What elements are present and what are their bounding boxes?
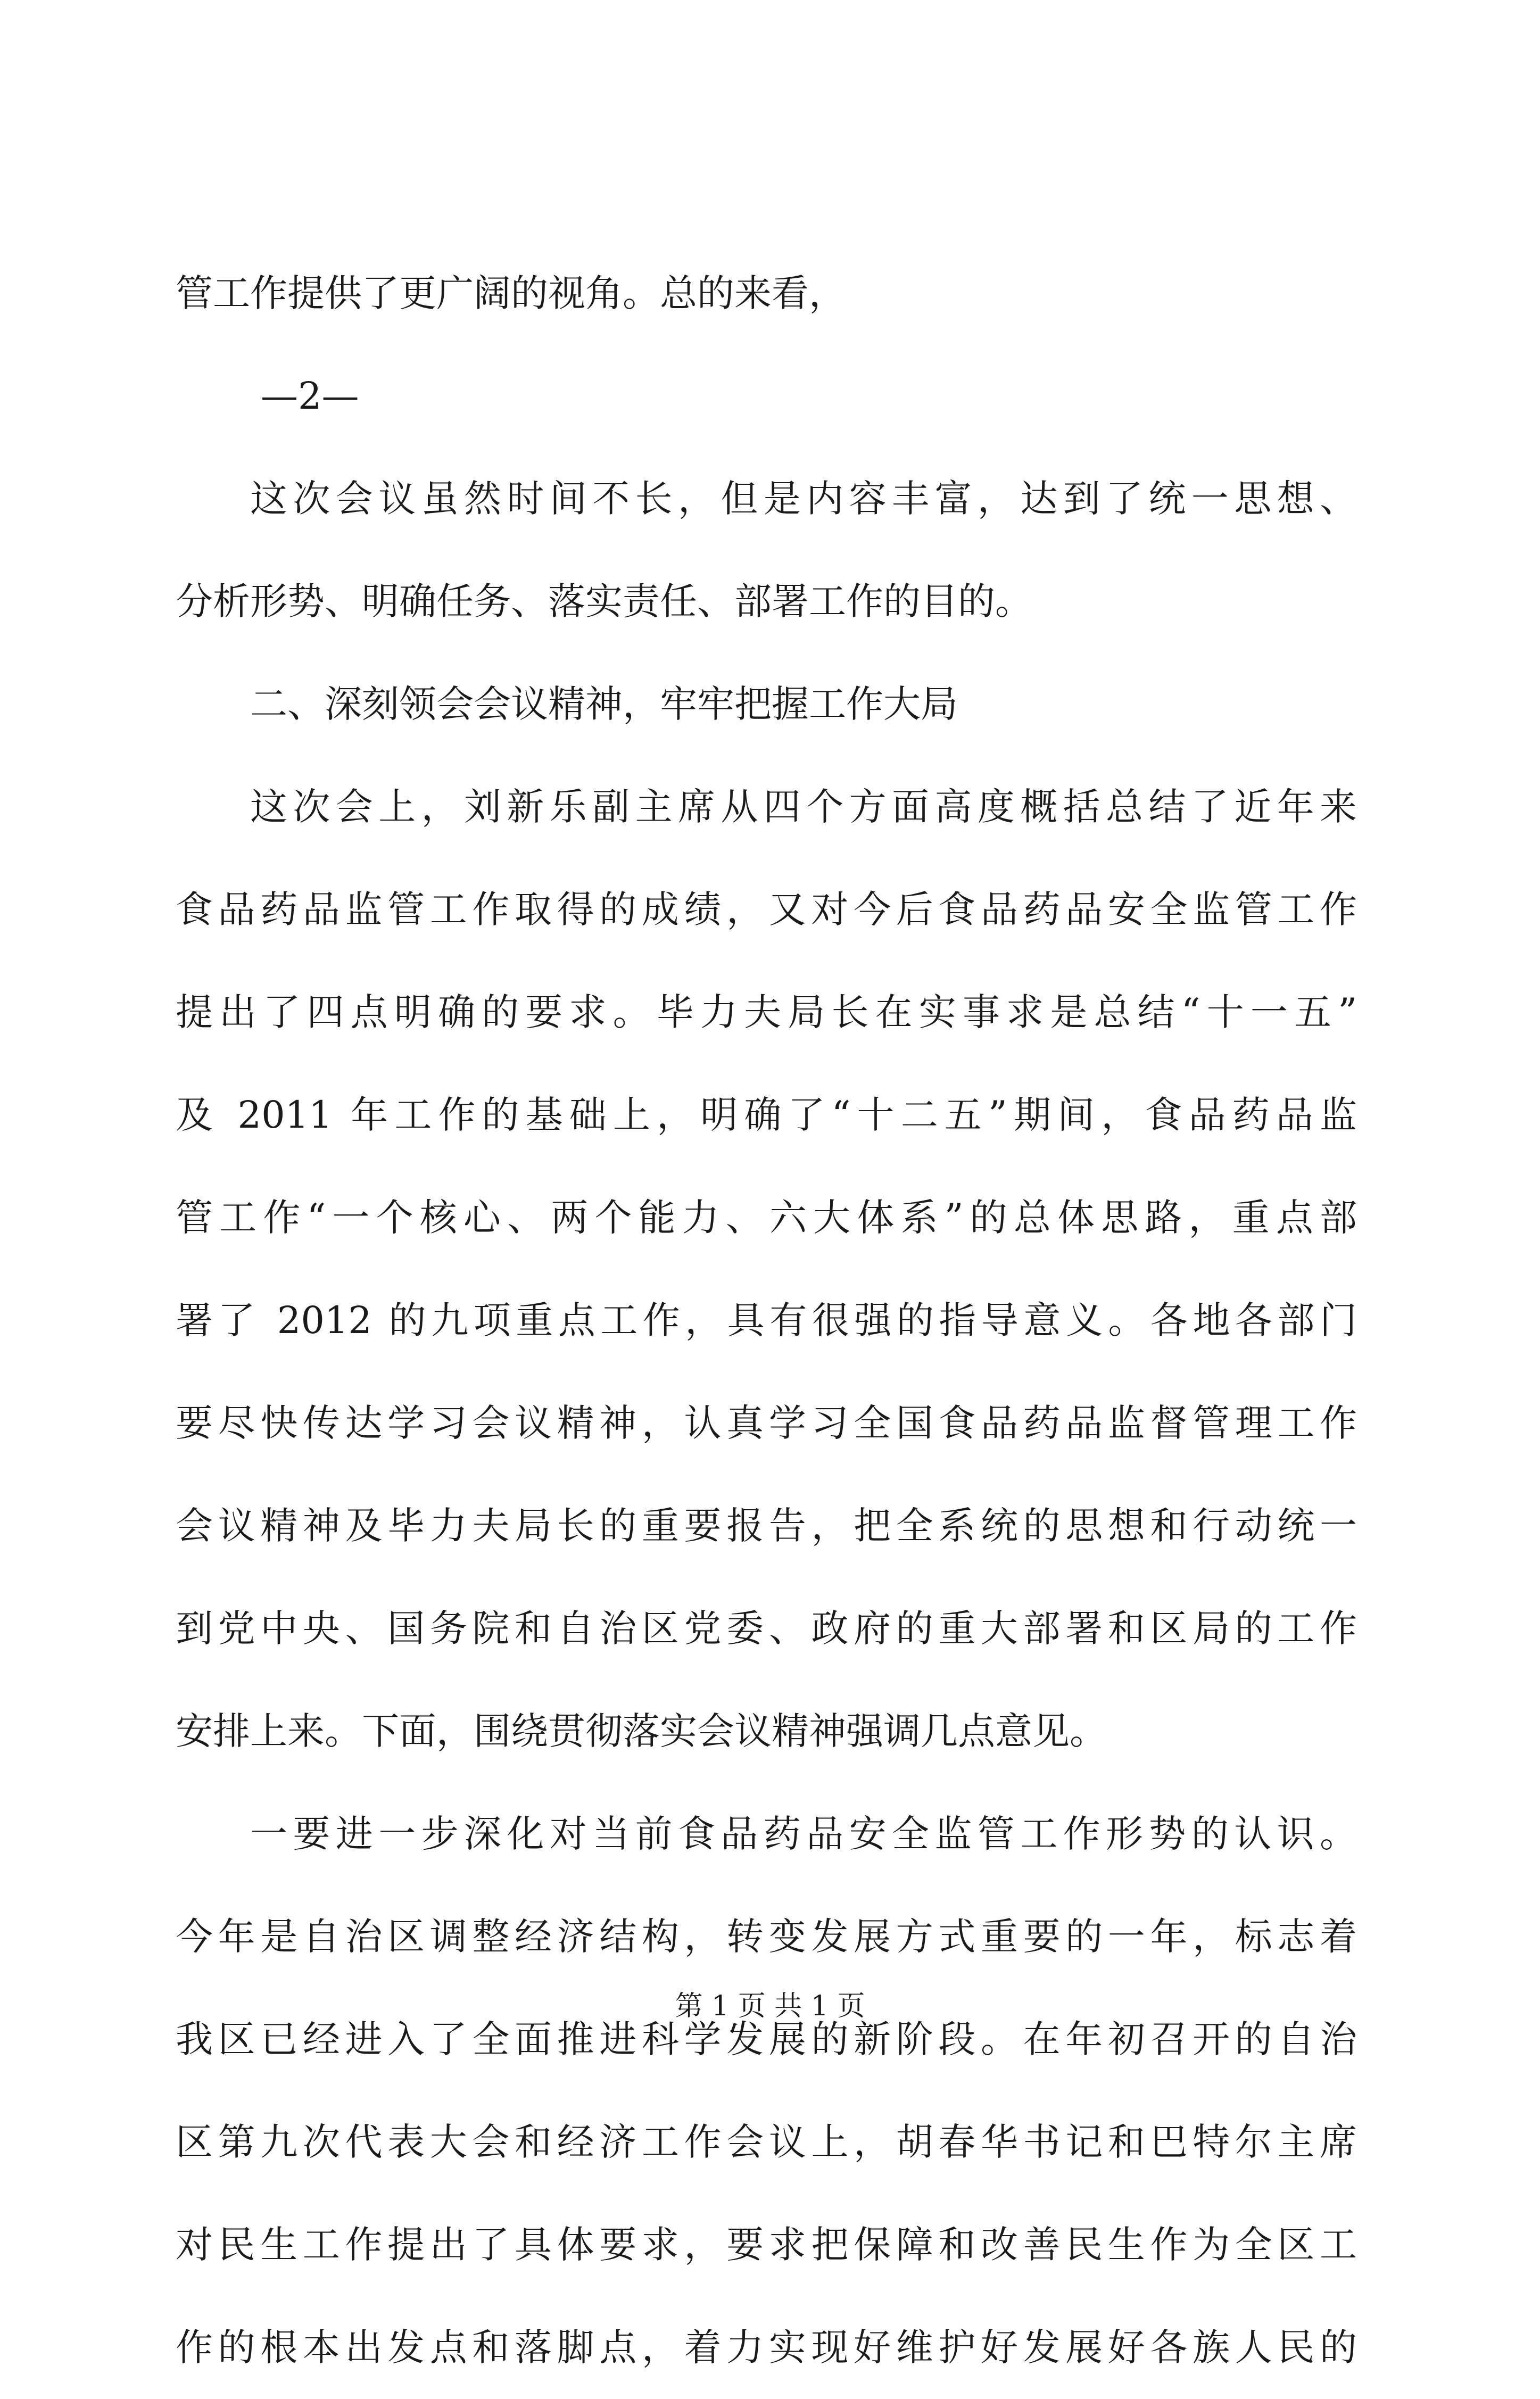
text-line: 对民生工作提出了具体要求，要求把保障和改善民生作为全区工 <box>176 2223 1357 2266</box>
text-line: 今年是自治区调整经济结构，转变发展方式重要的一年，标志着 <box>176 1915 1357 1958</box>
text-line: 要尽快传达学习会议精神，认真学习全国食品药品监督管理工作 <box>176 1401 1357 1445</box>
text-line: 到党中央、国务院和自治区党委、政府的重大部署和区局的工作 <box>176 1607 1357 1650</box>
page-number-marker: —2— <box>261 374 359 418</box>
text-line: 及 2011 年工作的基础上，明确了“十二五”期间，食品药品监 <box>176 1093 1357 1137</box>
text-line: 会议精神及毕力夫局长的重要报告，把全系统的思想和行动统一 <box>176 1504 1357 1548</box>
text-line: 这次会上，刘新乐副主席从四个方面高度概括总结了近年来 <box>250 785 1357 829</box>
text-line: 安排上来。下面，围绕贯彻落实会议精神强调几点意见。 <box>176 1709 1107 1753</box>
text-line: 提出了四点明确的要求。毕力夫局长在实事求是总结“十一五” <box>176 990 1357 1034</box>
text-line: 食品药品监管工作取得的成绩，又对今后食品药品安全监管工作 <box>176 888 1357 931</box>
document-body <box>176 242 1357 2399</box>
text-line: 管工作提供了更广阔的视角。总的来看， <box>176 271 846 315</box>
text-line: 管工作“一个核心、两个能力、六大体系”的总体思路，重点部 <box>176 1196 1357 1239</box>
section-heading: 二、深刻领会会议精神，牢牢把握工作大局 <box>250 682 958 726</box>
text-line: 区第九次代表大会和经济工作会议上，胡春华书记和巴特尔主席 <box>176 2120 1357 2164</box>
text-line: 署了 2012 的九项重点工作，具有很强的指导意义。各地各部门 <box>176 1298 1357 1342</box>
text-line: 作的根本出发点和落脚点，着力实现好维护好发展好各族人民的 <box>176 2326 1357 2369</box>
text-line: 这次会议虽然时间不长，但是内容丰富，达到了统一思想、 <box>250 477 1357 520</box>
text-line: 一要进一步深化对当前食品药品安全监管工作形势的认识。 <box>250 1812 1357 1856</box>
text-line: 我区已经进入了全面推进科学发展的新阶段。在年初召开的自治 <box>176 2017 1357 2061</box>
page-footer: 第 1 页 共 1 页 <box>675 1990 865 2022</box>
text-line: 分析形势、明确任务、落实责任、部署工作的目的。 <box>176 580 1032 623</box>
